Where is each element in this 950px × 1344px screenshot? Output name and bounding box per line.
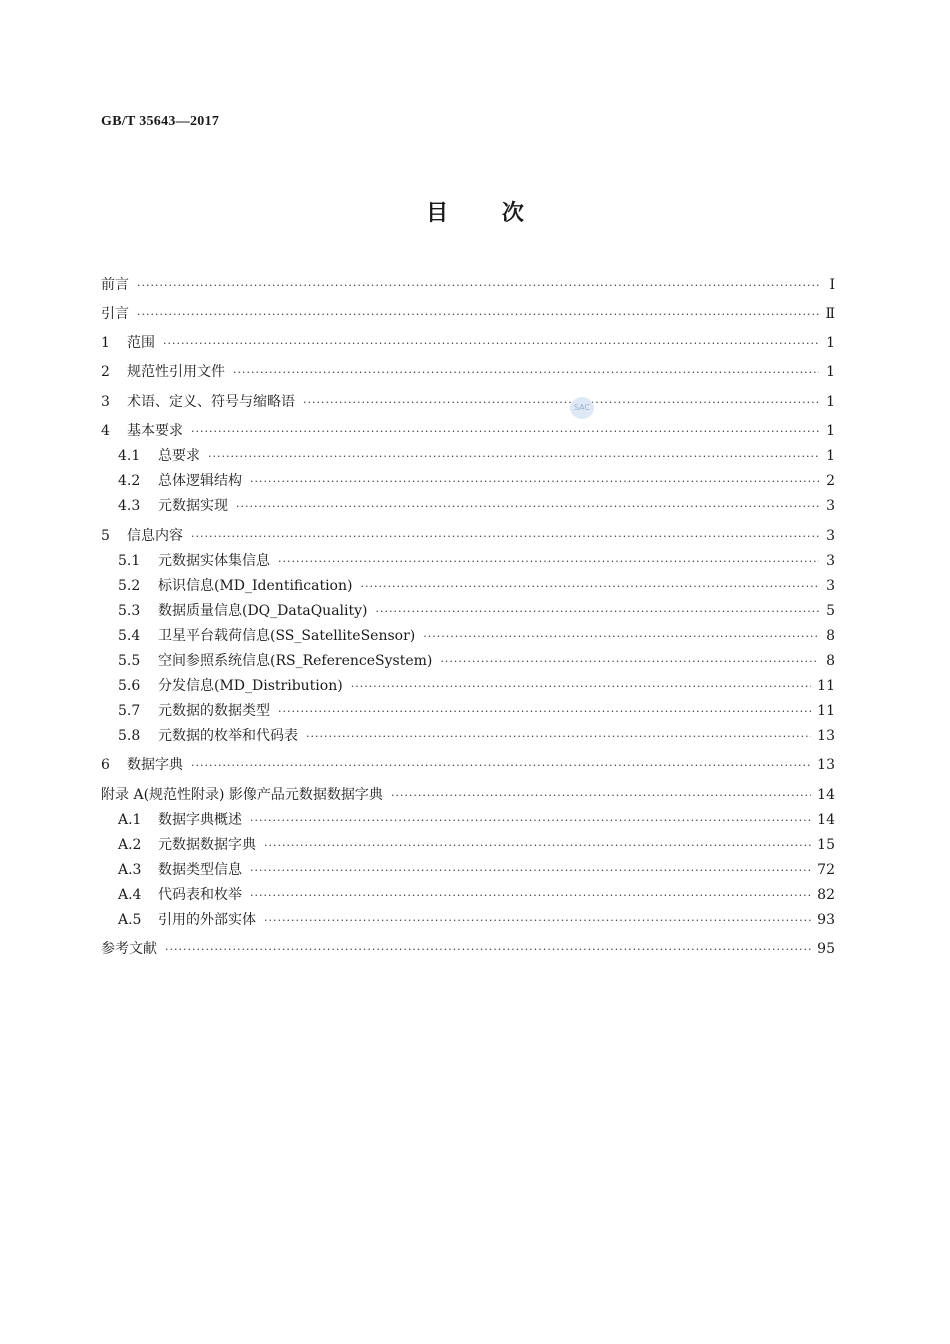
toc-leader-dots <box>137 306 819 324</box>
toc-entry-page: 93 <box>817 912 835 928</box>
toc-entry-page: 14 <box>817 812 835 828</box>
toc-entry-page: 11 <box>817 703 835 719</box>
toc-entry-page: 1 <box>826 423 835 439</box>
toc-entry-label: 元数据实现 <box>158 498 228 514</box>
toc-entry[interactable] <box>118 447 835 466</box>
toc-entry[interactable] <box>118 811 835 830</box>
toc-entry-page: 3 <box>826 553 835 569</box>
toc-entry[interactable] <box>118 472 835 491</box>
toc-entry-page: 3 <box>826 578 835 594</box>
toc-entry-number: 4.2 <box>118 473 141 489</box>
toc-entry-page: 1 <box>826 364 835 380</box>
toc-entry-label: 范围 <box>127 335 155 351</box>
toc-entry-page: 8 <box>826 628 835 644</box>
toc-entry-page: 13 <box>817 728 835 744</box>
toc-leader-dots <box>278 553 819 571</box>
toc-leader-dots <box>137 277 819 295</box>
toc-leader-dots <box>306 728 811 746</box>
toc-entry-page: 14 <box>817 787 835 803</box>
toc-entry-label: 空间参照系统信息(RS_ReferenceSystem) <box>158 653 433 669</box>
toc-entry-number: 4.3 <box>118 498 141 514</box>
toc-entry-number: 3 <box>101 394 110 410</box>
toc-leader-dots <box>351 678 811 696</box>
toc-entry[interactable] <box>118 886 835 905</box>
toc-entry-number: 4.1 <box>118 448 141 464</box>
toc-entry-number: 5.5 <box>118 653 141 669</box>
toc-entry-label: 卫星平台载荷信息(SS_SatelliteSensor) <box>158 628 416 644</box>
toc-entry-page: 8 <box>826 653 835 669</box>
toc-leader-dots <box>191 423 819 441</box>
toc-entry-number: 6 <box>101 757 110 773</box>
toc-entry-number: A.1 <box>118 812 142 828</box>
toc-entry-label: 总要求 <box>158 448 200 464</box>
toc-entry-number: 附录 A <box>101 787 144 803</box>
toc-entry-number: 5.7 <box>118 703 141 719</box>
toc-entry-number: 5.3 <box>118 603 141 619</box>
toc-leader-dots <box>360 578 819 596</box>
toc-leader-dots <box>303 394 819 412</box>
toc-entry[interactable] <box>101 756 835 775</box>
toc-entry-number: A.3 <box>118 862 142 878</box>
toc-entry-label: 代码表和枚举 <box>158 887 242 903</box>
toc-leader-dots <box>208 448 819 466</box>
toc-entry-label: 元数据的枚举和代码表 <box>158 728 298 744</box>
toc-leader-dots <box>278 703 811 721</box>
toc-entry-number: A.2 <box>118 837 142 853</box>
toc-entry-page: 11 <box>817 678 835 694</box>
toc-leader-dots <box>165 941 811 959</box>
toc-leader-dots <box>264 912 811 930</box>
toc-entry-page: 95 <box>817 941 835 957</box>
toc-entry-number: 2 <box>101 364 110 380</box>
toc-entry[interactable] <box>118 727 835 746</box>
toc-entry-page: Ⅱ <box>825 306 835 322</box>
watermark-logo: SAC <box>570 397 594 419</box>
page-title: 目 次 <box>426 201 524 226</box>
toc-entry-page: 1 <box>826 394 835 410</box>
toc-entry-number: 5.6 <box>118 678 141 694</box>
toc-entry-label: 信息内容 <box>127 528 183 544</box>
toc-entry[interactable] <box>118 836 835 855</box>
toc-entry-label: 分发信息(MD_Distribution) <box>158 678 343 694</box>
toc-entry-number: A.5 <box>118 912 142 928</box>
toc-entry[interactable] <box>101 363 835 382</box>
toc-entry[interactable] <box>101 940 835 959</box>
toc-leader-dots <box>163 335 819 353</box>
toc-entry-label: 标识信息(MD_Identification) <box>158 578 353 594</box>
toc-entry[interactable] <box>118 911 835 930</box>
toc-entry-label: 元数据数据字典 <box>158 837 256 853</box>
toc-leader-dots <box>423 628 819 646</box>
toc-entry[interactable] <box>118 552 835 571</box>
toc-entry-label: 规范性引用文件 <box>127 364 225 380</box>
toc-entry-label: 引用的外部实体 <box>158 912 256 928</box>
toc-entry-label: 引言 <box>101 306 129 322</box>
toc-leader-dots <box>233 364 819 382</box>
toc-entry[interactable] <box>101 276 835 295</box>
toc-entry[interactable] <box>101 305 835 324</box>
toc-entry[interactable] <box>118 702 835 721</box>
toc-entry-page: Ⅰ <box>829 277 835 293</box>
toc-leader-dots <box>440 653 819 671</box>
toc-entry-label: 元数据实体集信息 <box>158 553 270 569</box>
toc-entry-page: 15 <box>817 837 835 853</box>
toc-entry-page: 1 <box>826 335 835 351</box>
toc-entry-page: 3 <box>826 498 835 514</box>
toc-leader-dots <box>250 473 819 491</box>
toc-leader-dots <box>191 528 819 546</box>
toc-entry-number: 5.8 <box>118 728 141 744</box>
toc-entry[interactable] <box>118 627 835 646</box>
toc-entry-label: 基本要求 <box>127 423 183 439</box>
toc-entry-number: 1 <box>101 335 110 351</box>
toc-entry-number: A.4 <box>118 887 142 903</box>
toc-entry-page: 82 <box>817 887 835 903</box>
toc-entry[interactable] <box>118 497 835 516</box>
toc-entry-label: 元数据的数据类型 <box>158 703 270 719</box>
toc-entry-label: 参考文献 <box>101 941 157 957</box>
toc-entry-label: 前言 <box>101 277 129 293</box>
toc-entry[interactable] <box>101 334 835 353</box>
toc-entry[interactable] <box>118 861 835 880</box>
toc-leader-dots <box>191 757 811 775</box>
toc-leader-dots <box>250 812 811 830</box>
toc-leader-dots <box>250 887 811 905</box>
toc-entry-label: 数据字典 <box>127 757 183 773</box>
toc-entry[interactable] <box>118 677 835 696</box>
toc-leader-dots <box>264 837 811 855</box>
toc-entry[interactable] <box>118 652 835 671</box>
toc-entry-page: 3 <box>826 528 835 544</box>
toc-entry[interactable] <box>101 527 835 546</box>
toc-entry-page: 5 <box>826 603 835 619</box>
toc-entry[interactable] <box>118 602 835 621</box>
toc-entry-page: 13 <box>817 757 835 773</box>
toc-entry-label: 数据质量信息(DQ_DataQuality) <box>158 603 368 619</box>
toc-entry-number: 5.4 <box>118 628 141 644</box>
toc-entry-number: 5.1 <box>118 553 141 569</box>
toc-entry-label: 总体逻辑结构 <box>158 473 242 489</box>
standard-code: GB/T 35643—2017 <box>101 114 220 129</box>
toc-entry-label: 术语、定义、符号与缩略语 <box>127 394 295 410</box>
toc-entry[interactable] <box>118 577 835 596</box>
toc-entry[interactable] <box>101 393 835 412</box>
toc-entry-label: (规范性附录) 影像产品元数据数据字典 <box>143 787 383 803</box>
toc-leader-dots <box>391 787 811 805</box>
toc-entry-page: 1 <box>826 448 835 464</box>
toc-leader-dots <box>250 862 811 880</box>
toc-entry-page: 2 <box>826 473 835 489</box>
toc-entry-label: 数据类型信息 <box>158 862 242 878</box>
toc-leader-dots <box>236 498 819 516</box>
toc-leader-dots <box>376 603 819 621</box>
toc-entry-number: 4 <box>101 423 110 439</box>
toc-entry-number: 5.2 <box>118 578 141 594</box>
toc-entry-label: 数据字典概述 <box>158 812 242 828</box>
toc-entry[interactable] <box>101 786 835 805</box>
toc-entry-page: 72 <box>817 862 835 878</box>
toc-entry[interactable] <box>101 422 835 441</box>
toc-entry-number: 5 <box>101 528 110 544</box>
